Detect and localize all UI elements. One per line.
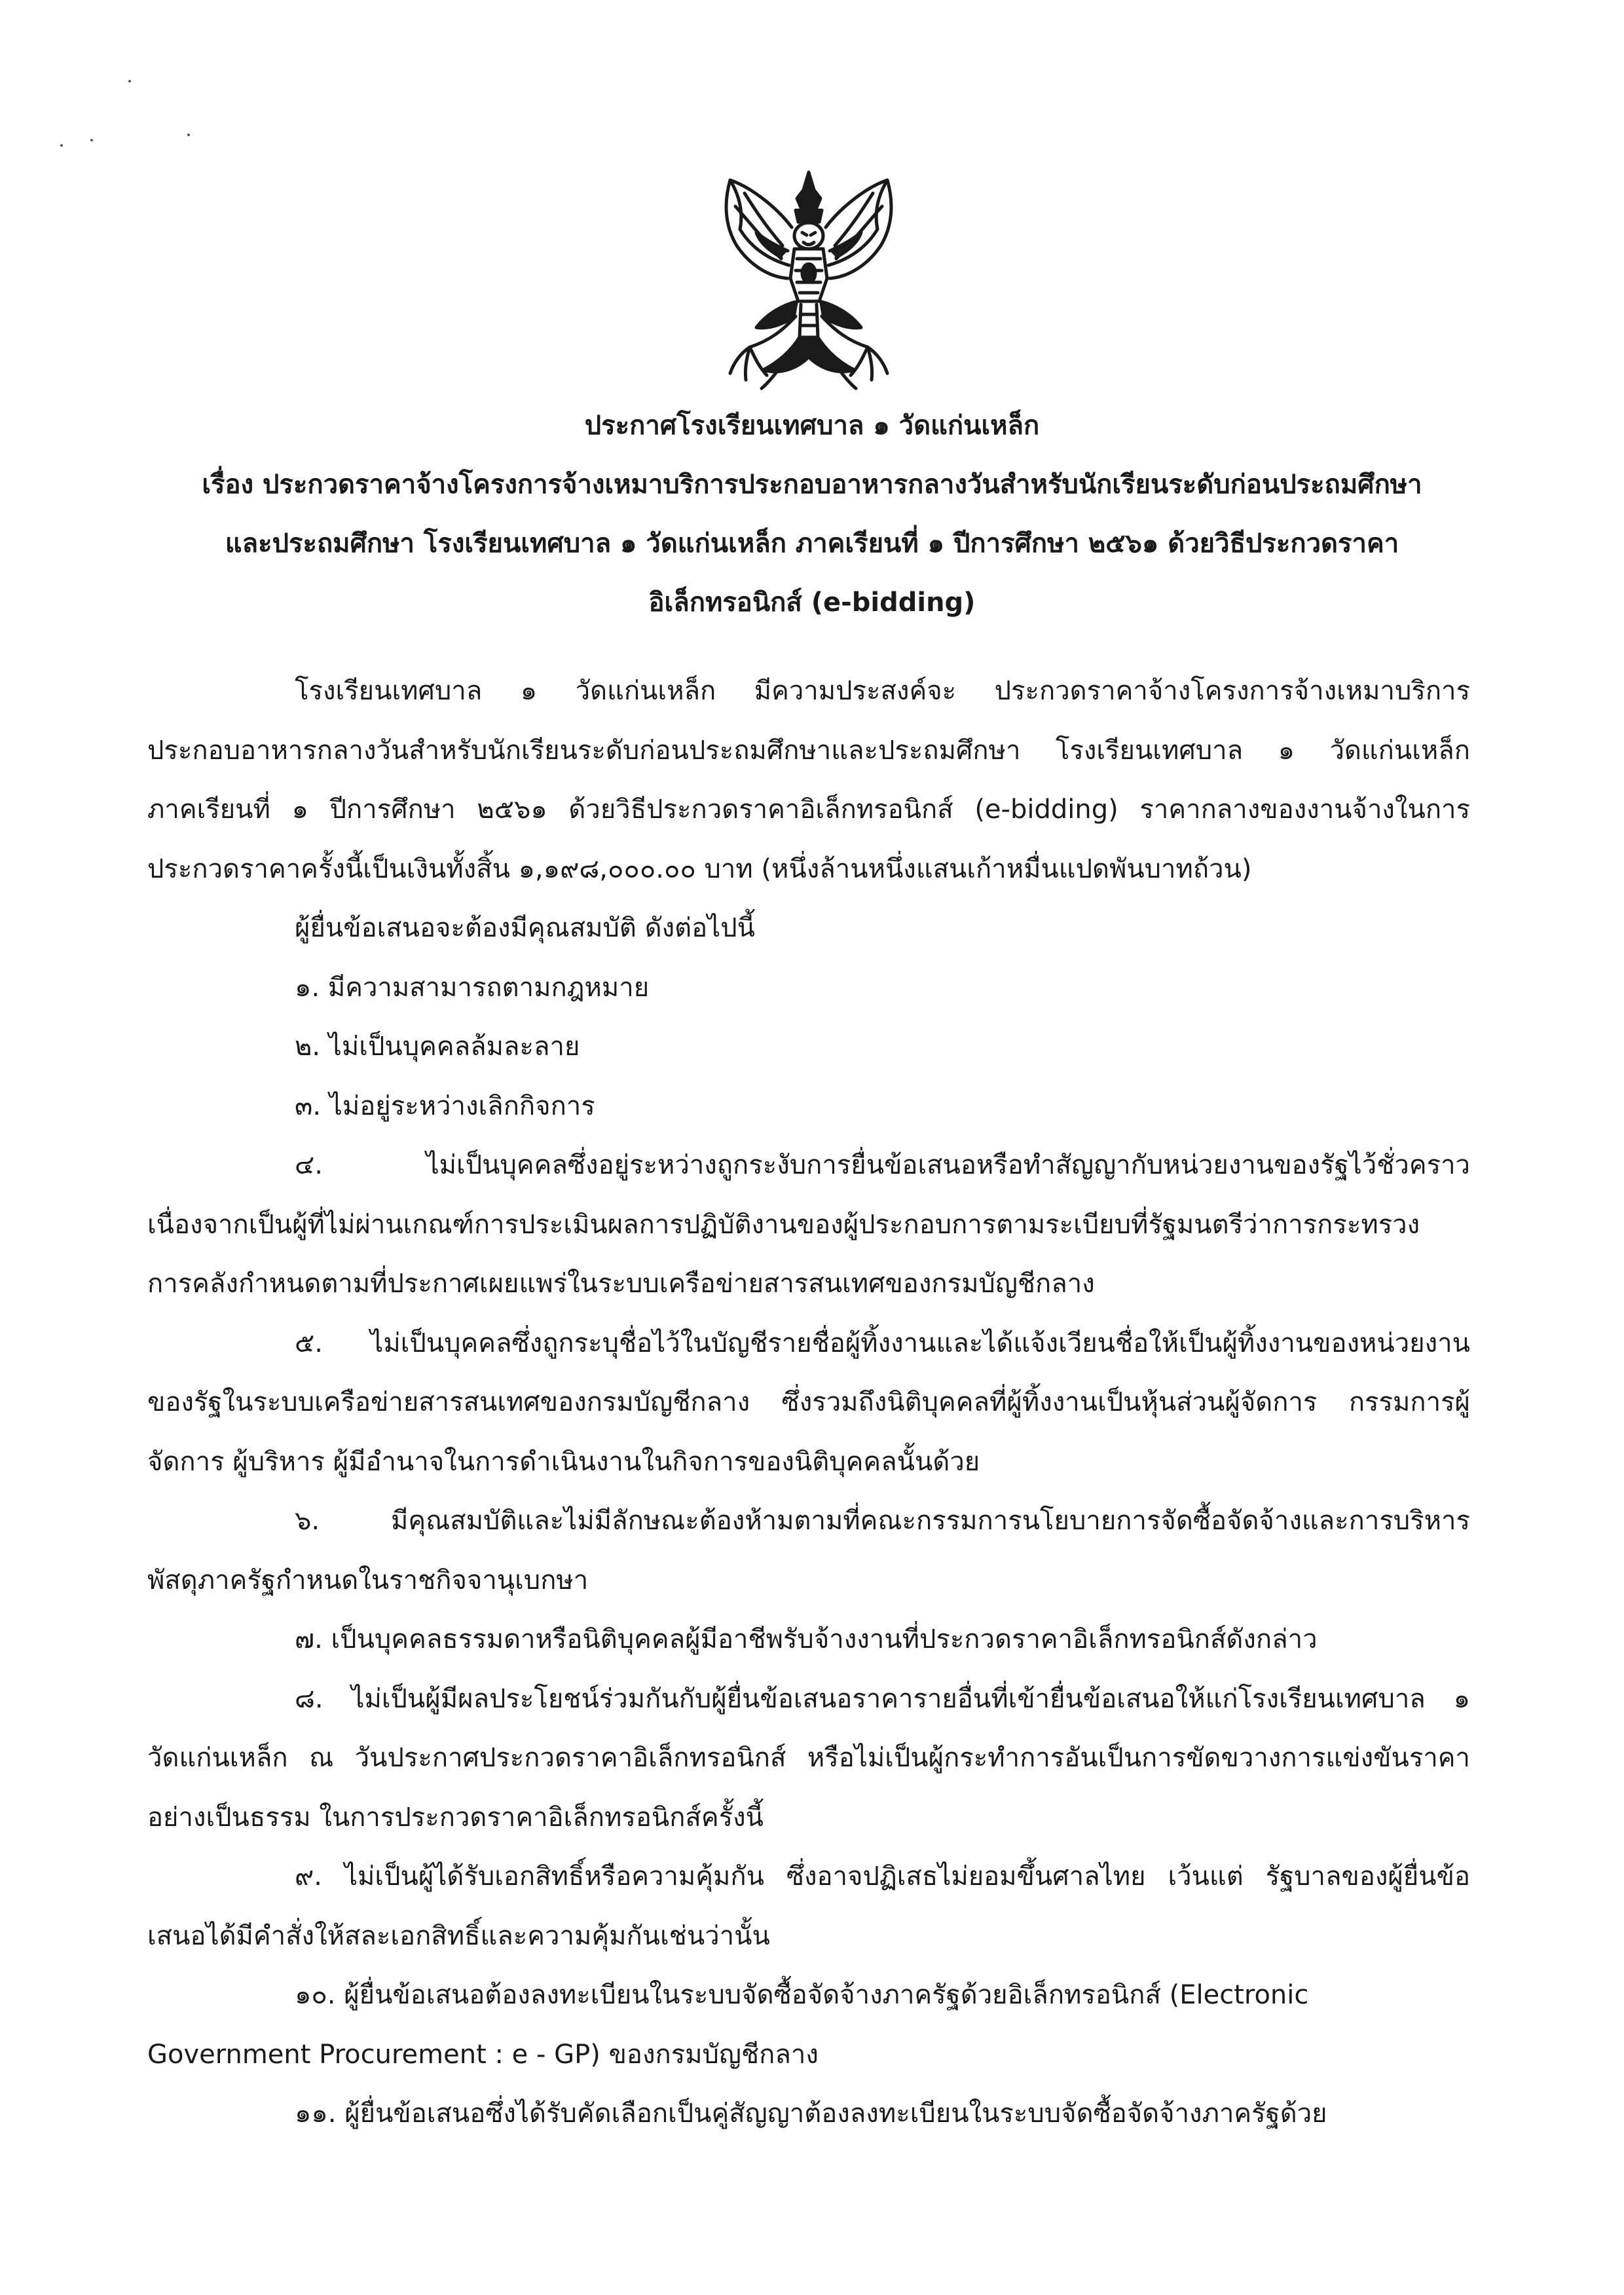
qualification-item: ๑๑. ผู้ยื่นข้อเสนอซึ่งได้รับคัดเลือกเป็นคู่สัญญาต้องลงทะเบียนในระบบจัดซื้อจัดจ้างภาครัฐด้วย xyxy=(295,2099,1327,2129)
qualifications-heading: ผู้ยื่นข้อเสนอจะต้องมีคุณสมบัติ ดังต่อไปนี้ xyxy=(295,913,755,943)
body-line: การคลังกำหนดตามที่ประกาศเผยแพร่ในระบบเครือข่ายสารสนเทศของกรมบัญชีกลาง xyxy=(147,1269,1095,1299)
qualification-item: ๘. ไม่เป็นผู้มีผลประโยชน์ร่วมกันกับผู้ยื่นข้อเสนอราคารายอื่นที่เข้ายื่นข้อเสนอให้แก่โรงเรียนเทศบาล ๑ xyxy=(295,1683,1470,1714)
garuda-emblem-icon xyxy=(704,167,913,393)
announcement-header xyxy=(131,396,1493,632)
body-line: วัดแก่นเหล็ก ณ วันประกาศประกวดราคาอิเล็กทรอนิกส์ หรือไม่เป็นผู้กระทำการอันเป็นการขัดขวางการแข่งขันราคา xyxy=(147,1743,1470,1773)
qualification-item: ๙. ไม่เป็นผู้ได้รับเอกสิทธิ์หรือความคุ้มกัน ซึ่งอาจปฏิเสธไม่ยอมขึ้นศาลไทย เว้นแต่ รัฐบาลของผู้ยื่นข้อ xyxy=(295,1861,1470,1892)
body-line: Government Procurement : e - GP) ของกรมบัญชีกลาง xyxy=(147,2039,819,2070)
body-line: อย่างเป็นธรรม ในการประกวดราคาอิเล็กทรอนิกส์ครั้งนี้ xyxy=(147,1802,764,1833)
qualification-item: ๗. เป็นบุคคลธรรมดาหรือนิติบุคคลผู้มีอาชีพรับจ้างงานที่ประกวดราคาอิเล็กทรอนิกส์ดังกล่าว xyxy=(295,1624,1318,1654)
announcement-body xyxy=(147,662,1470,2144)
body-line: จัดการ ผู้บริหาร ผู้มีอำนาจในการดำเนินงานในกิจการของนิติบุคคลนั้นด้วย xyxy=(147,1446,980,1477)
body-line: เนื่องจากเป็นผู้ที่ไม่ผ่านเกณฑ์การประเมินผลการปฏิบัติงานของผู้ประกอบการตามระเบียบที่รัฐมนตรีว่าการกระทรวง xyxy=(147,1209,1420,1240)
qualification-item: ๑๐. ผู้ยื่นข้อเสนอต้องลงทะเบียนในระบบจัดซื้อจัดจ้างภาครัฐด้วยอิเล็กทรอนิกส์ (Electronic xyxy=(295,1980,1309,2010)
qualification-item: ๓. ไม่อยู่ระหว่างเลิกกิจการ xyxy=(295,1091,595,1121)
body-line: พัสดุภาครัฐกำหนดในราชกิจจานุเบกษา xyxy=(147,1565,589,1595)
qualification-item: ๑. มีความสามารถตามกฎหมาย xyxy=(295,972,650,1003)
subject-line-1: เรื่อง ประกวดราคาจ้างโครงการจ้างเหมาบริการประกอบอาหารกลางวันสำหรับนักเรียนระดับก่อนประถมศึกษา xyxy=(202,470,1422,500)
subject-line-2: และประถมศึกษา โรงเรียนเทศบาล ๑ วัดแก่นเหล็ก ภาคเรียนที่ ๑ ปีการศึกษา ๒๕๖๑ ด้วยวิธีประกวดราคา xyxy=(225,529,1399,559)
body-line: เสนอได้มีคำสั่งให้สละเอกสิทธิ์และความคุ้มกันเช่นว่านั้น xyxy=(147,1920,770,1951)
body-line: ประกวดราคาครั้งนี้เป็นเงินทั้งสิ้น ๑,๑๙๘,๐๐๐.๐๐ บาท (หนึ่งล้านหนึ่งแสนเก้าหมื่นแปดพันบาทถ้วน) xyxy=(147,853,1252,884)
body-line: ประกอบอาหารกลางวันสำหรับนักเรียนระดับก่อนประถมศึกษาและประถมศึกษา โรงเรียนเทศบาล ๑ วัดแก่นเหล็ก xyxy=(147,735,1470,766)
qualification-item: ๒. ไม่เป็นบุคคลล้มละลาย xyxy=(295,1032,580,1062)
qualification-item: ๖. มีคุณสมบัติและไม่มีลักษณะต้องห้ามตามที่คณะกรรมการนโยบายการจัดซื้อจัดจ้างและการบริหาร xyxy=(295,1506,1470,1536)
qualification-item: ๕. ไม่เป็นบุคคลซึ่งถูกระบุชื่อไว้ในบัญชีรายชื่อผู้ทิ้งงานและได้แจ้งเวียนชื่อให้เป็นผู้ทิ้งงานของหน่วยงาน xyxy=(295,1328,1470,1358)
body-line: โรงเรียนเทศบาล ๑ วัดแก่นเหล็ก มีความประสงค์จะ ประกวดราคาจ้างโครงการจ้างเหมาบริการ xyxy=(295,676,1470,706)
body-line: ภาคเรียนที่ ๑ ปีการศึกษา ๒๕๖๑ ด้วยวิธีประกวดราคาอิเล็กทรอนิกส์ (e-bidding) ราคากลางของงานจ้างในการ xyxy=(147,794,1470,825)
qualification-item: ๔. ไม่เป็นบุคคลซึ่งอยู่ระหว่างถูกระงับการยื่นข้อเสนอหรือทำสัญญากับหน่วยงานของรัฐไว้ชั่วคราว xyxy=(295,1150,1470,1180)
subject-line-3: อิเล็กทรอนิกส์ (e-bidding) xyxy=(648,588,976,618)
announcement-title: ประกาศโรงเรียนเทศบาล ๑ วัดแก่นเหล็ก xyxy=(584,411,1040,441)
body-line: ของรัฐในระบบเครือข่ายสารสนเทศของกรมบัญชีกลาง ซึ่งรวมถึงนิติบุคคลที่ผู้ทิ้งงานเป็นหุ้นส่วนผู้จัดการ กรรมการผู้ xyxy=(147,1387,1470,1417)
